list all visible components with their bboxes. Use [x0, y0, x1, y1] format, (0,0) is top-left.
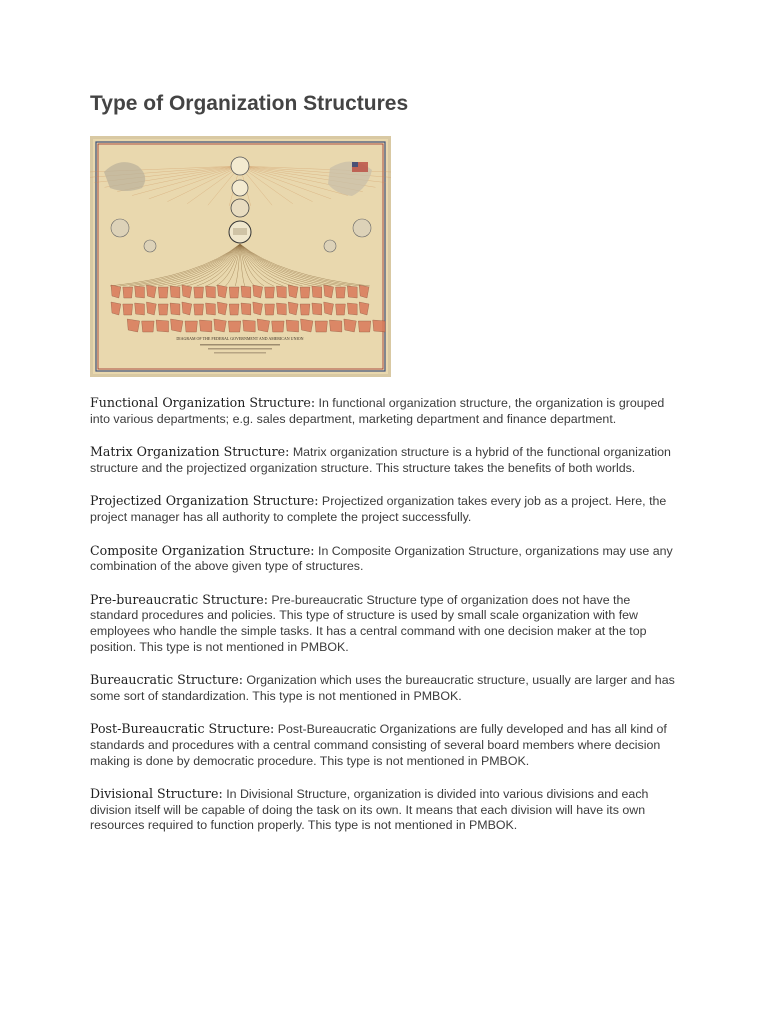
definition-term: Functional Organization Structure:: [90, 395, 316, 410]
state-shape: [329, 320, 341, 332]
state-shape: [185, 321, 197, 332]
left-small-medallion: [144, 240, 156, 252]
state-shape: [359, 302, 369, 315]
capitol-building: [233, 228, 247, 235]
state-shape: [288, 302, 298, 315]
state-shape: [253, 302, 263, 315]
state-shape: [170, 286, 180, 298]
state-shape: [288, 285, 298, 298]
right-medallion: [353, 219, 371, 237]
state-shape: [156, 320, 168, 332]
state-shape: [324, 302, 334, 315]
state-shape: [276, 286, 286, 298]
state-shape: [123, 287, 133, 298]
government-diagram-image: [90, 136, 391, 377]
state-shape: [324, 285, 334, 298]
state-shape: [241, 303, 251, 315]
definition-text: Pre-bureaucratic Structure type of organization does not have the standard procedures and policies. This type of structure is used by small scale organization with few employees who handle the simple tasks. It has a central command with one decision maker at the top position. This type is not mentioned in PMBOK.: [90, 592, 647, 654]
state-shape: [373, 320, 385, 332]
state-shape: [217, 285, 227, 298]
state-shape: [171, 319, 183, 332]
state-shape: [146, 285, 156, 298]
state-shape: [300, 304, 310, 315]
state-shape: [336, 304, 346, 315]
state-shape: [276, 303, 286, 315]
definition-text: Matrix organization structure is a hybrid of the functional organization structure and the projectized organization structure. This structure takes the benefits of both worlds.: [90, 445, 671, 475]
definition-term: Pre-bureaucratic Structure:: [90, 591, 268, 607]
state-shape: [243, 320, 255, 332]
caption-line-1: [200, 344, 280, 346]
state-shape: [358, 321, 370, 332]
definition-paragraph: [90, 543, 680, 575]
state-shape: [347, 286, 357, 298]
definition-text: In functional organization structure, the organization is grouped into various departments; e.g. sales department, marketing department and finance department.: [90, 396, 665, 426]
state-shape: [301, 319, 313, 332]
state-shape: [228, 321, 240, 332]
state-shape: [127, 319, 139, 332]
state-shape: [315, 321, 327, 332]
state-shape: [194, 287, 204, 298]
definition-text: Projectized organization takes every job as a project. Here, the project manager has all authority to complete the project successfully.: [90, 494, 667, 524]
state-shape: [265, 304, 275, 315]
diagram-illustration: [90, 136, 391, 377]
flag-canton: [352, 162, 358, 167]
state-shape: [206, 303, 216, 315]
medallion-2: [232, 180, 248, 196]
state-shape: [312, 303, 322, 315]
state-shape: [199, 320, 211, 332]
definition-text: In Divisional Structure, organization is divided into various divisions and each division itself will be capable of doing the task on its own. It means that each division will have its own resources required to function properly. This type is not mentioned in PMBOK.: [90, 787, 649, 833]
state-shape: [182, 285, 192, 298]
top-medallion: [231, 157, 249, 175]
state-shape: [194, 304, 204, 315]
structure-definitions: [90, 395, 680, 851]
state-shape: [272, 321, 284, 332]
left-medallion: [111, 219, 129, 237]
definition-paragraph: [90, 592, 680, 655]
definition-text: Organization which uses the bureaucratic structure, usually are larger and has some sort of standardization. This type is not mentioned in PMBOK.: [90, 673, 675, 703]
caption-line-3: [214, 352, 266, 354]
state-shape: [344, 319, 356, 332]
state-shape: [229, 287, 239, 298]
definition-term: Matrix Organization Structure:: [90, 444, 290, 460]
definition-term: Post-Bureaucratic Structure:: [90, 721, 275, 737]
definition-term: Composite Organization Structure:: [90, 542, 315, 558]
definition-paragraph: [90, 493, 680, 525]
definition-paragraph: [90, 786, 680, 834]
state-shape: [312, 286, 322, 298]
page-title: Type of Organization Structures: [90, 92, 409, 115]
state-shape: [158, 287, 168, 298]
right-small-medallion: [324, 240, 336, 252]
state-shape: [217, 302, 227, 315]
state-shape: [347, 303, 357, 315]
caption-line-2: [208, 348, 272, 350]
diagram-caption: DIAGRAM OF THE FEDERAL GOVERNMENT AND AMERICAN UNION: [176, 336, 304, 341]
state-shape: [135, 286, 145, 298]
state-shape: [142, 321, 154, 332]
state-shape: [253, 285, 263, 298]
state-shape: [182, 302, 192, 315]
state-shape: [158, 304, 168, 315]
state-shape: [241, 286, 251, 298]
state-shape: [359, 285, 369, 298]
state-shape: [170, 303, 180, 315]
medallion-3: [231, 199, 249, 217]
definition-paragraph: [90, 721, 680, 769]
state-shape: [265, 287, 275, 298]
state-shape: [257, 319, 269, 332]
state-shape: [229, 304, 239, 315]
definition-text: In Composite Organization Structure, organizations may use any combination of the above given type of structures.: [90, 543, 673, 574]
state-shape: [206, 286, 216, 298]
definition-paragraph: [90, 395, 680, 427]
definition-term: Bureaucratic Structure:: [90, 672, 243, 688]
state-shape: [111, 285, 121, 298]
definition-paragraph: [90, 672, 680, 704]
state-shape: [300, 287, 310, 298]
state-shape: [123, 304, 133, 315]
definition-text: Post-Bureaucratic Organizations are fully developed and has all kind of standards and procedures with a central command consisting of several board members where decision making is done by democratic procedure. This type is not mentioned in PMBOK.: [90, 722, 667, 768]
definition-term: Projectized Organization Structure:: [90, 493, 319, 509]
state-shape: [135, 303, 145, 315]
state-shape: [111, 302, 121, 315]
definition-paragraph: [90, 444, 680, 476]
state-shape: [286, 320, 298, 332]
state-shape: [146, 302, 156, 315]
definition-term: Divisional Structure:: [90, 786, 223, 802]
state-shape: [214, 319, 226, 332]
state-shape: [336, 287, 346, 298]
